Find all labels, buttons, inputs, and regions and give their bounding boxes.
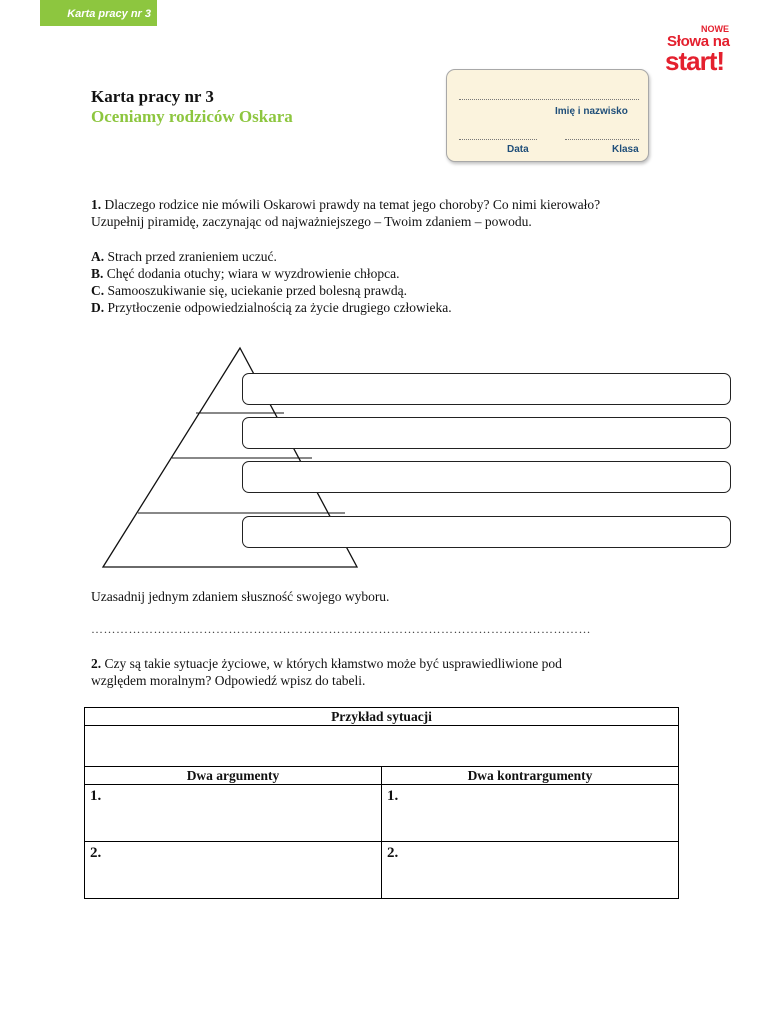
worksheet-tab: Karta pracy nr 3 — [40, 0, 157, 26]
task2-question — [91, 655, 562, 689]
option-c-text: Samooszukiwanie się, uciekanie przed bolesną prawdą. — [104, 283, 408, 298]
argument-cell-2[interactable]: 2. — [85, 842, 382, 899]
pyramid-answer-1[interactable] — [242, 373, 731, 405]
option-a-letter: A. — [91, 249, 105, 264]
publisher-logo — [663, 22, 745, 76]
task1-options — [91, 248, 452, 316]
counterargument-cell-2[interactable]: 2. — [382, 842, 679, 899]
name-field[interactable] — [459, 99, 639, 100]
task1-question-line1: Dlaczego rodzice nie mówili Oskarowi prawdy na temat jego choroby? Co nimi kierowało? — [101, 197, 601, 212]
option-c-letter: C. — [91, 283, 105, 298]
class-label: Klasa — [612, 144, 639, 155]
option-a — [91, 248, 452, 265]
pyramid-answer-3[interactable] — [242, 461, 731, 493]
situation-header: Przykład sytuacji — [85, 708, 679, 726]
logo-slowa: Słowa na — [667, 33, 730, 50]
counterargument-cell-1[interactable]: 1. — [382, 785, 679, 842]
class-field[interactable] — [565, 139, 639, 140]
situation-cell[interactable] — [85, 726, 679, 767]
task2-number: 2. — [91, 656, 102, 671]
option-a-text: Strach przed zranieniem uczuć. — [104, 249, 277, 264]
task2-question-line1: Czy są takie sytuacje życiowe, w których kłamstwo może być usprawiedliwione pod — [101, 656, 562, 671]
logo-nowe: NOWE — [701, 24, 729, 34]
name-label: Imię i nazwisko — [555, 106, 628, 117]
option-b-text: Chęć dodania otuchy; wiara w wyzdrowienie chłopca. — [103, 266, 400, 281]
option-c — [91, 282, 452, 299]
justify-answer-line[interactable]: ………………………………………………………………………………………………………… — [91, 622, 591, 636]
option-d-letter: D. — [91, 300, 105, 315]
pyramid-answer-4[interactable] — [242, 516, 731, 548]
arguments-header: Dwa argumenty — [85, 767, 382, 785]
date-field[interactable] — [459, 139, 537, 140]
page-title: Karta pracy nr 3 — [91, 87, 214, 106]
student-info-box — [446, 69, 649, 162]
argument-cell-1[interactable]: 1. — [85, 785, 382, 842]
logo-start: start! — [665, 46, 725, 76]
counterarguments-header: Dwa kontrargumenty — [382, 767, 679, 785]
pyramid-answer-2[interactable] — [242, 417, 731, 449]
date-label: Data — [507, 144, 529, 155]
task1-question — [91, 196, 600, 230]
page-subtitle: Oceniamy rodziców Oskara — [91, 107, 293, 126]
task1-question-line2: Uzupełnij piramidę, zaczynając od najważniejszego – Twoim zdaniem – powodu. — [91, 214, 532, 229]
option-b-letter: B. — [91, 266, 104, 281]
arguments-table — [84, 707, 679, 899]
option-d — [91, 299, 452, 316]
justify-prompt: Uzasadnij jednym zdaniem słuszność swojego wyboru. — [91, 589, 390, 604]
task2-question-line2: względem moralnym? Odpowiedź wpisz do tabeli. — [91, 673, 366, 688]
option-b — [91, 265, 452, 282]
task1-number: 1. — [91, 197, 102, 212]
option-d-text: Przytłoczenie odpowiedzialnością za życie drugiego człowieka. — [104, 300, 452, 315]
